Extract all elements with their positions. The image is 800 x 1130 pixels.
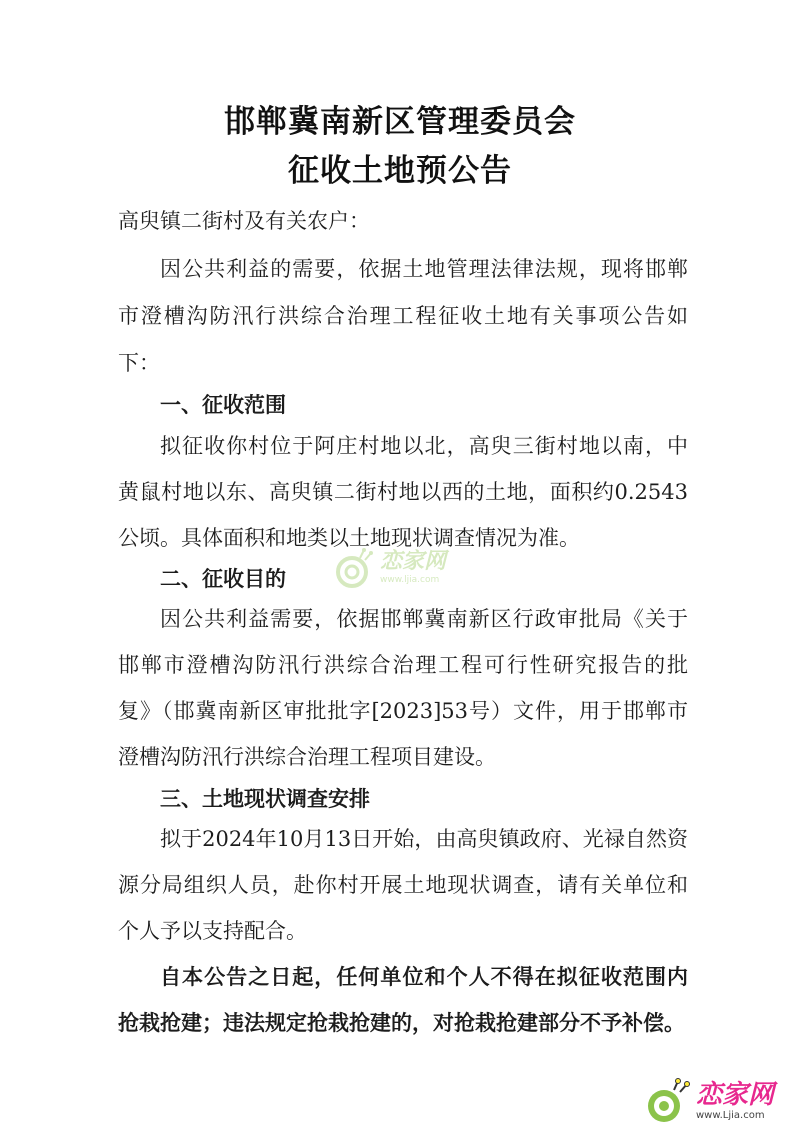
section2-line-2: 邯郸市澄槽沟防汛行洪综合治理工程可行性研究报告的批 bbox=[118, 653, 688, 677]
section1-line-2: 黄鼠村地以东、高臾镇二街村地以西的土地，面积约0.2543 bbox=[118, 480, 688, 504]
watermark-url: www.ljia.com bbox=[380, 575, 440, 585]
watermark-url: www.Ljia.com bbox=[696, 1109, 765, 1121]
section3-heading: 三、土地现状调查安排 bbox=[160, 787, 370, 811]
document-title-subject: 征收土地预公告 bbox=[288, 153, 512, 189]
closing-line-2: 抢栽抢建；违法规定抢栽抢建的，对抢栽抢建部分不予补偿。 bbox=[118, 1010, 685, 1035]
intro-line-2: 市澄槽沟防汛行洪综合治理工程征收土地有关事项公告如 bbox=[118, 304, 688, 328]
section2-line-3: 复》（邯冀南新区审批批字[2023]53号）文件，用于邯郸市 bbox=[118, 699, 688, 723]
intro-line-1: 因公共利益的需要，依据土地管理法律法规，现将邯郸 bbox=[160, 257, 688, 281]
watermark-brand: 恋家网 bbox=[696, 1079, 775, 1110]
section3-line-2: 源分局组织人员，赴你村开展土地现状调查，请有关单位和 bbox=[118, 873, 688, 897]
closing-line-1: 自本公告之日起，任何单位和个人不得在拟征收范围内 bbox=[160, 964, 688, 989]
section2-line-1: 因公共利益需要，依据邯郸冀南新区行政审批局《关于 bbox=[160, 607, 688, 631]
snail-logo-icon bbox=[330, 548, 374, 588]
section1-line-1: 拟征收你村位于阿庄村地以北，高臾三街村地以南，中 bbox=[160, 434, 688, 458]
intro-line-3: 下： bbox=[118, 351, 160, 375]
salutation: 高臾镇二街村及有关农户： bbox=[118, 209, 370, 233]
watermark-corner bbox=[640, 1078, 774, 1124]
document-title-issuer: 邯郸冀南新区管理委员会 bbox=[224, 104, 576, 140]
snail-logo-icon bbox=[640, 1078, 690, 1124]
section1-line-3: 公顷。具体面积和地类以土地现状调查情况为准。 bbox=[118, 526, 580, 550]
section3-line-3: 个人予以支持配合。 bbox=[118, 919, 307, 943]
section2-heading: 二、征收目的 bbox=[160, 567, 286, 591]
watermark-center bbox=[330, 548, 446, 588]
section2-line-4: 澄槽沟防汛行洪综合治理工程项目建设。 bbox=[118, 745, 496, 769]
section3-line-1: 拟于2024年10月13日开始，由高臾镇政府、光禄自然资 bbox=[160, 827, 688, 851]
watermark-brand: 恋家网 bbox=[380, 549, 447, 574]
section1-heading: 一、征收范围 bbox=[160, 393, 286, 417]
